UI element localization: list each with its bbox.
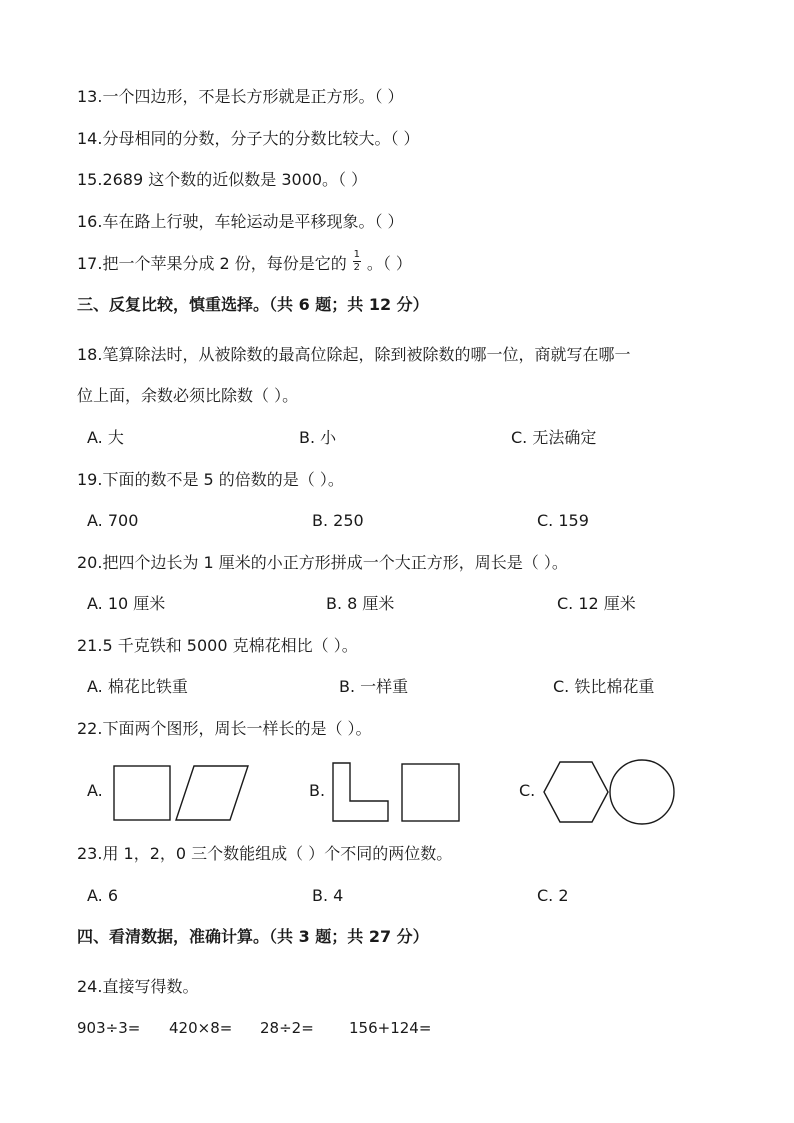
calc-item-2: 420×8= [169,1019,233,1037]
circle-shape [610,760,674,824]
fraction-numerator: 1 [353,249,360,260]
question-22: 22.下面两个图形，周长一样长的是（ ）。 [77,719,372,738]
question-21-option-b: B. 一样重 [339,677,409,696]
calc-item-4: 156+124= [349,1019,432,1037]
question-21: 21.5 千克铁和 5000 克棉花相比（ ）。 [77,636,358,655]
question-23-option-b: B. 4 [312,886,344,905]
parallelogram-shape [176,766,248,820]
question-21-option-a: A. 棉花比铁重 [87,677,188,696]
question-22-option-c: C. [519,781,536,800]
question-13: 13.一个四边形，不是长方形就是正方形。（ ） [77,87,404,106]
question-20-option-b: B. 8 厘米 [326,594,395,613]
question-18-option-c: C. 无法确定 [511,428,597,447]
section-4-title: 四、看清数据，准确计算。（共 3 题；共 27 分） [77,927,429,946]
question-18-line2: 位上面，余数必须比除数（ ）。 [77,386,299,405]
question-20-option-c: C. 12 厘米 [557,594,636,613]
option-b-figures [330,761,464,825]
question-23-option-c: C. 2 [537,886,569,905]
question-17 [77,249,412,276]
question-23: 23.用 1，2，0 三个数能组成（ ）个不同的两位数。 [77,844,453,863]
section-3-title: 三、反复比较，慎重选择。（共 6 题；共 12 分） [77,295,429,314]
question-18-option-a: A. 大 [87,428,124,447]
question-15: 15.2689 这个数的近似数是 3000。（ ） [77,170,368,189]
question-17-blank: 。（ ） [366,254,412,273]
square-shape [402,764,459,821]
question-24: 24.直接写得数。 [77,977,199,996]
question-19: 19.下面的数不是 5 的倍数的是（ ）。 [77,470,344,489]
calc-item-1: 903÷3= [77,1019,141,1037]
question-18-line1: 18.笔算除法时，从被除数的最高位除起，除到被除数的哪一位，商就写在哪一 [77,345,631,364]
question-19-option-a: A. 700 [87,511,139,530]
fraction-denominator: 2 [353,262,360,273]
fraction-one-half [353,250,361,273]
question-20-option-a: A. 10 厘米 [87,594,166,613]
question-22-option-b: B. [309,781,326,800]
question-18-option-b: B. 小 [299,428,337,447]
square-shape [114,766,170,820]
question-22-option-a: A. [87,781,103,800]
hexagon-shape [544,762,608,822]
l-shape [333,763,388,821]
option-a-figures [110,763,255,823]
question-21-option-c: C. 铁比棉花重 [553,677,655,696]
option-c-figures [540,757,680,827]
question-19-option-c: C. 159 [537,511,589,530]
question-17-text: 17.把一个苹果分成 2 份，每份是它的 [77,254,347,273]
question-23-option-a: A. 6 [87,886,119,905]
question-19-option-b: B. 250 [312,511,364,530]
question-20: 20.把四个边长为 1 厘米的小正方形拼成一个大正方形，周长是（ ）。 [77,553,568,572]
question-14: 14.分母相同的分数，分子大的分数比较大。（ ） [77,129,420,148]
question-16: 16.车在路上行驶，车轮运动是平移现象。（ ） [77,212,404,231]
calc-item-3: 28÷2= [260,1019,314,1037]
